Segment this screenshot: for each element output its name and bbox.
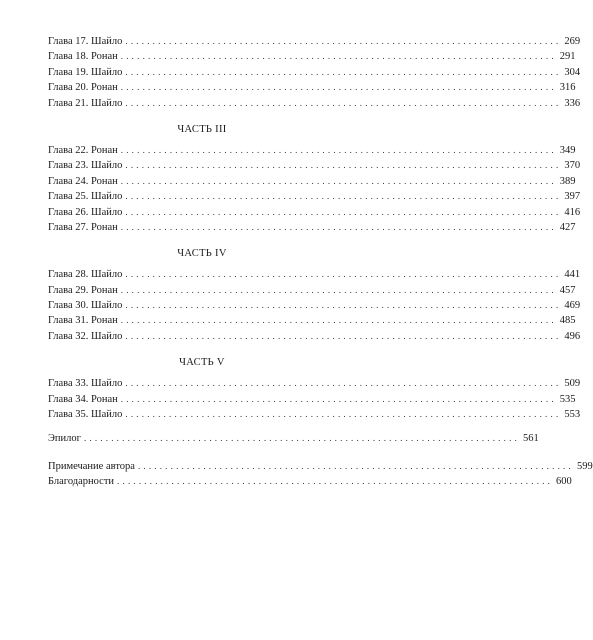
dot-leader: ................................................................................ [125,269,562,280]
toc-entry-back-matter [48,459,593,474]
entry-title: Глава 27. Ронан [48,221,118,233]
dot-leader: ................................................................................ [117,476,554,487]
toc-entry [48,329,581,344]
toc-entry [48,407,581,422]
entry-page-number: 441 [564,269,581,281]
entry-title: Глава 17. Шайло [48,36,123,47]
dot-leader: ................................................................................ [120,284,557,295]
toc-entry [48,313,576,328]
dot-leader: ................................................................................ [125,191,562,202]
dot-leader: ................................................................................ [125,160,562,171]
entry-page-number: 349 [559,144,576,156]
dot-leader: ................................................................................ [120,82,557,93]
toc-entry [48,220,576,235]
toc-entry [48,267,581,282]
entry-page-number: 496 [564,330,581,342]
entry-page-number: 416 [564,206,581,218]
dot-leader: ................................................................................ [120,144,557,155]
dot-leader: ................................................................................ [83,433,520,444]
toc-entry [48,96,581,111]
toc-entry [48,189,581,204]
toc-entry [48,205,581,220]
dot-leader: ................................................................................ [120,221,557,232]
part-heading: ЧАСТЬ III [177,123,227,135]
toc-entry [48,158,581,173]
entry-title: Глава 26. Шайло [48,206,123,218]
entry-page-number: 304 [564,66,581,78]
entry-title: Примечание автора [48,460,135,472]
entry-page-number: 599 [576,460,593,472]
dot-leader: ................................................................................ [125,66,562,77]
entry-title: Глава 29. Ронан [48,284,118,296]
toc-entry [48,283,576,298]
entry-title: Глава 31. Ронан [48,315,118,327]
toc-entry [48,49,576,64]
entry-page-number: 535 [559,393,576,405]
entry-page-number: 553 [564,409,581,421]
entry-title: Глава 18. Ронан [48,51,118,63]
entry-title: Глава 20. Ронан [48,82,118,94]
spacer [48,422,356,431]
entry-title: Глава 19. Шайло [48,66,123,78]
dot-leader: ................................................................................ [125,330,562,341]
entry-title: Глава 28. Шайло [48,269,123,281]
entry-page-number: 316 [559,82,576,94]
toc-entry [48,143,576,158]
part-heading: ЧАСТЬ V [179,357,225,369]
part-heading: ЧАСТЬ IV [177,248,227,260]
entry-title: Глава 34. Ронан [48,393,118,405]
entry-page-number: 509 [564,378,581,390]
toc-entry [48,376,581,391]
entry-page-number: 457 [559,284,576,296]
entry-title: Глава 22. Ронан [48,144,118,156]
dot-leader: ................................................................................ [125,206,562,217]
dot-leader: ................................................................................ [125,97,562,108]
entry-page-number: 370 [564,160,581,172]
entry-title: Глава 32. Шайло [48,330,123,342]
entry-title: Глава 30. Шайло [48,300,123,312]
toc-entry [48,392,576,407]
entry-title: Глава 25. Шайло [48,191,123,203]
entry-title: Эпилог [48,433,81,445]
entry-title: Глава 33. Шайло [48,378,123,390]
dot-leader: ................................................................................ [137,460,574,471]
toc-entry [48,34,581,49]
dot-leader: ................................................................................ [125,36,562,46]
dot-leader: ................................................................................ [120,315,557,326]
entry-page-number: 469 [564,300,581,312]
toc-entry [48,65,581,80]
entry-title: Благодарности [48,476,115,488]
dot-leader: ................................................................................ [125,409,562,420]
dot-leader: ................................................................................ [120,51,557,62]
toc-entry-back-matter [48,474,572,489]
entry-page-number: 485 [559,315,576,327]
entry-title: Глава 24. Ронан [48,175,118,187]
entry-page-number: 600 [556,476,572,488]
toc-entry [48,174,576,189]
toc-entry [48,298,581,313]
entry-title: Глава 21. Шайло [48,97,123,109]
entry-page-number: 427 [559,221,576,233]
spacer [48,447,356,459]
toc-entry [48,80,576,95]
dot-leader: ................................................................................ [125,378,562,389]
entry-page-number: 336 [564,97,581,109]
dot-leader: ................................................................................ [120,393,557,404]
table-of-contents [48,34,593,490]
entry-page-number: 561 [522,433,539,445]
entry-title: Глава 23. Шайло [48,160,123,172]
dot-leader: ................................................................................ [120,175,557,186]
toc-entry-epilogue [48,431,539,446]
dot-leader: ................................................................................ [125,300,562,311]
entry-page-number: 269 [564,36,581,47]
entry-page-number: 397 [564,191,581,203]
entry-title: Глава 35. Шайло [48,409,123,421]
entry-page-number: 291 [559,51,576,63]
entry-page-number: 389 [559,175,576,187]
